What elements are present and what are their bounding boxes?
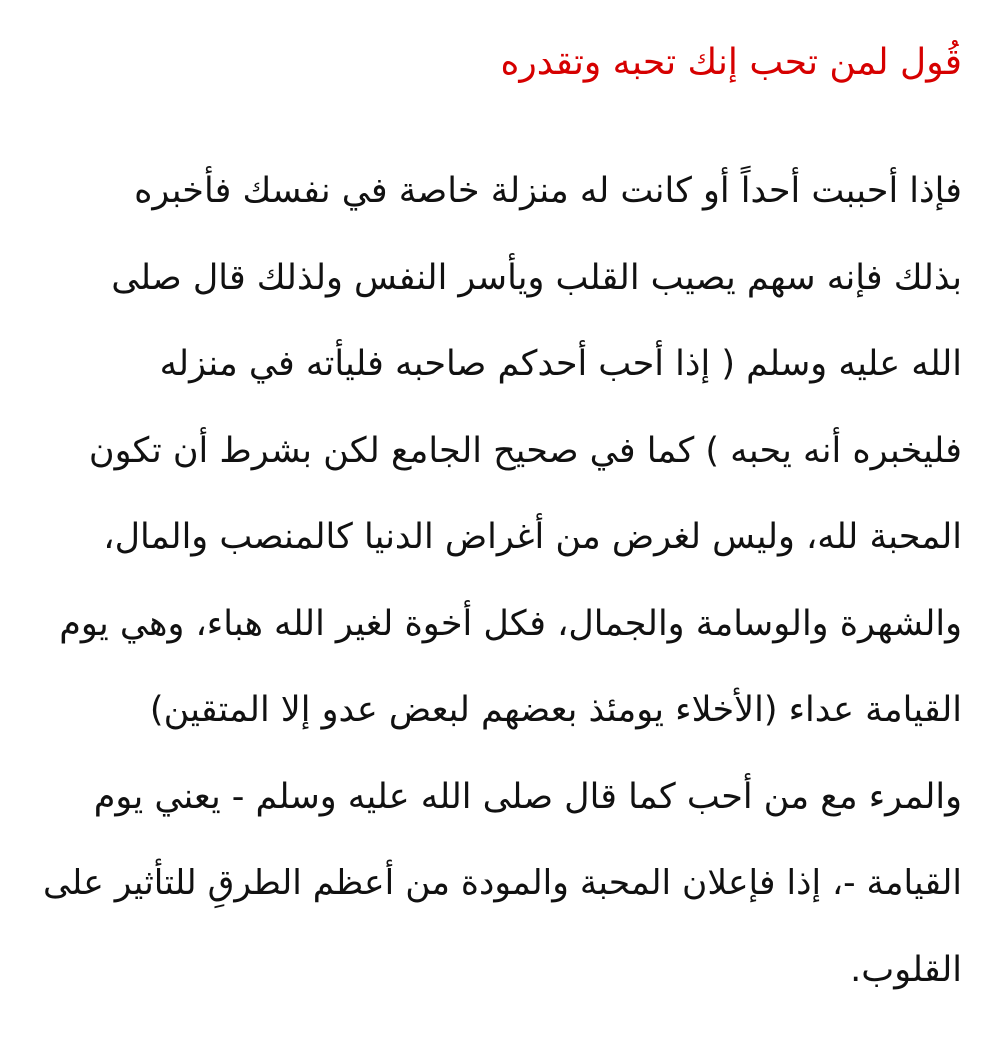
- paragraph-line: والمرء مع من أحب كما قال صلى الله عليه وسلم - يعني يوم: [93, 776, 962, 817]
- paragraph-line: القيامة -، إذا فإعلان المحبة والمودة من أعظم الطرقِ للتأثير على: [43, 863, 962, 903]
- paragraph-line: القيامة عداء (الأخلاء يومئذ بعضهم لبعض عدو إلا المتقين): [149, 690, 962, 730]
- article-body: [36, 160, 962, 1025]
- paragraph-line: الله عليه وسلم ( إذا أحب أحدكم صاحبه فليأته في منزله: [159, 344, 962, 384]
- paragraph-line: فإذا أحببت أحداً أو كانت له منزلة خاصة في نفسك فأخبره: [134, 171, 962, 211]
- article-title: قُول لمن تحب إنك تحبه وتقدره: [500, 42, 962, 83]
- paragraph-line: فليخبره أنه يحبه ) كما في صحيح الجامع لكن بشرط أن تكون: [88, 430, 962, 471]
- paragraph-line: المحبة لله، وليس لغرض من أغراض الدنيا كالمنصب والمال،: [103, 517, 962, 557]
- paragraph-line: والشهرة والوسامة والجمال، فكل أخوة لغير الله هباء، وهي يوم: [59, 603, 962, 644]
- paragraph-line: بذلك فإنه سهم يصيب القلب ويأسر النفس ولذلك قال صلى: [111, 257, 962, 298]
- paragraph-line: القلوب.: [850, 949, 962, 990]
